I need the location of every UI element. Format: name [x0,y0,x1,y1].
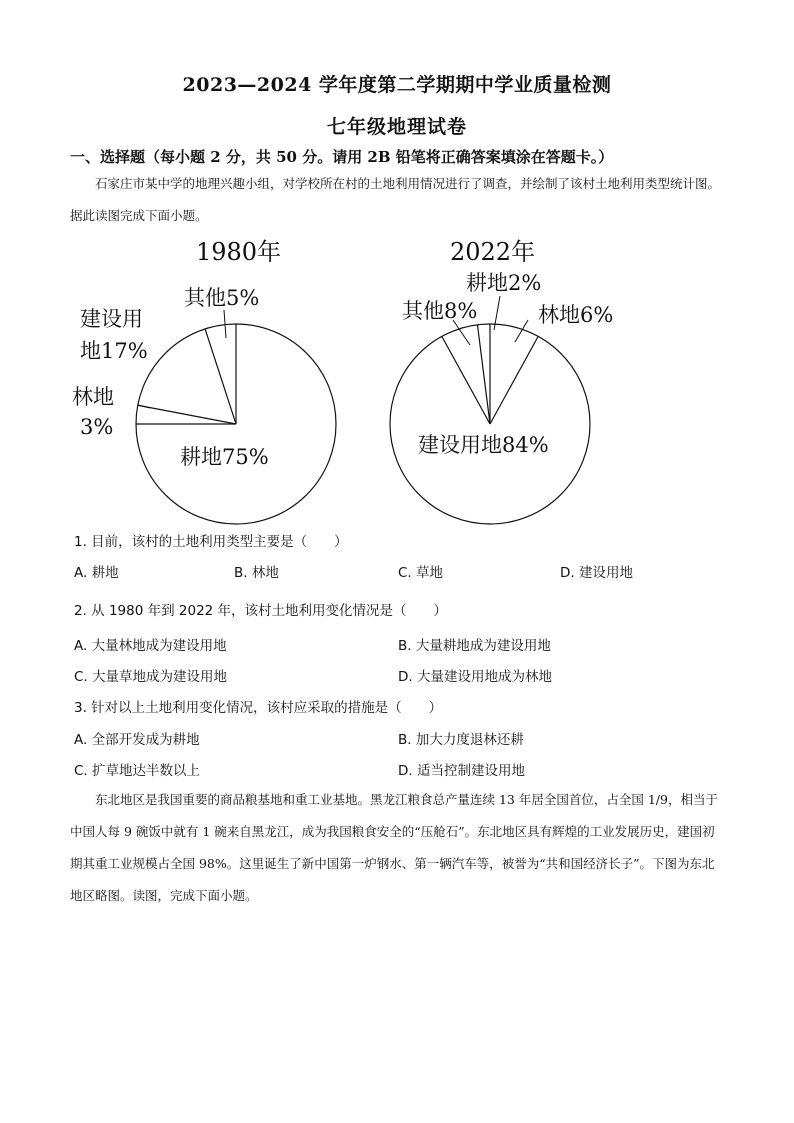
question-3-stem: 3. 针对以上土地利用变化情况，该村应采取的措施是（ ） [74,700,443,716]
q1-option-a[interactable]: A. 耕地 [74,565,119,581]
section-heading: 一、选择题（每小题 2 分，共 50 分。请用 2B 铅笔将正确答案填涂在答题卡。） [70,148,614,166]
label-other-1980: 其他5% [184,286,260,310]
chart-1980-title: 1980年 [196,238,282,266]
question-1-stem: 1. 目前，该村的土地利用类型主要是（ ） [74,534,348,550]
pie-chart-2022 [390,324,590,524]
label-farm-1980: 耕地75% [180,445,269,469]
question-2-stem: 2. 从 1980 年到 2022 年，该村土地利用变化情况是（ ） [74,603,448,619]
passage-2: 东北地区是我国重要的商品粮基地和重工业基地。黑龙江粮食总产量连续 13 年居全国首位，占全国 1/9，相当于中国人每 9 碗饭中就有 1 碗来自黑龙江，成为我国粮食安全的“压舱石”。东北地区具有辉煌的工业发展历史，建国初期其重工业规模占全国 98%。这里诞生了新中国第一炉钢水、第一辆汽车等，被誉为“共和国经济长子”。下图为东北地区略图。读图，完成下面小题。 [70,792,718,903]
q2-option-c[interactable]: C. 大量草地成为建设用地 [74,669,228,685]
label-forest-1980-line2: 3% [80,415,114,439]
label-forest-2022: 林地6% [538,303,614,327]
q1-option-c[interactable]: C. 草地 [398,565,444,581]
label-build-1980-line2: 地17% [80,339,148,363]
passage-1: 石家庄市某中学的地理兴趣小组，对学校所在村的土地利用情况进行了调查，并绘制了该村土地利用类型统计图。据此读图完成下面小题。 [70,176,721,223]
q1-option-d[interactable]: D. 建设用地 [560,565,633,581]
q3-option-a[interactable]: A. 全部开发成为耕地 [74,732,200,748]
label-other-2022: 其他8% [402,299,478,323]
label-forest-1980-line1: 林地 [72,385,114,409]
q3-option-d[interactable]: D. 适当控制建设用地 [398,763,525,779]
q2-option-a[interactable]: A. 大量林地成为建设用地 [74,638,227,654]
q1-option-b[interactable]: B. 林地 [234,565,279,581]
q3-option-b[interactable]: B. 加大力度退林还耕 [398,732,524,748]
exam-title: 2023—2024 学年度第二学期期中学业质量检测 [182,74,612,96]
label-build-1980-line1: 建设用 [80,307,143,331]
exam-subtitle: 七年级地理试卷 [326,116,467,138]
label-farm-2022: 耕地2% [466,271,542,295]
pie-chart-1980 [136,324,336,524]
q3-option-c[interactable]: C. 扩草地达半数以上 [74,763,201,779]
q2-option-d[interactable]: D. 大量建设用地成为林地 [398,669,552,685]
chart-2022-title: 2022年 [450,238,536,266]
label-build-2022: 建设用地84% [418,433,549,457]
q2-option-b[interactable]: B. 大量耕地成为建设用地 [398,638,551,654]
